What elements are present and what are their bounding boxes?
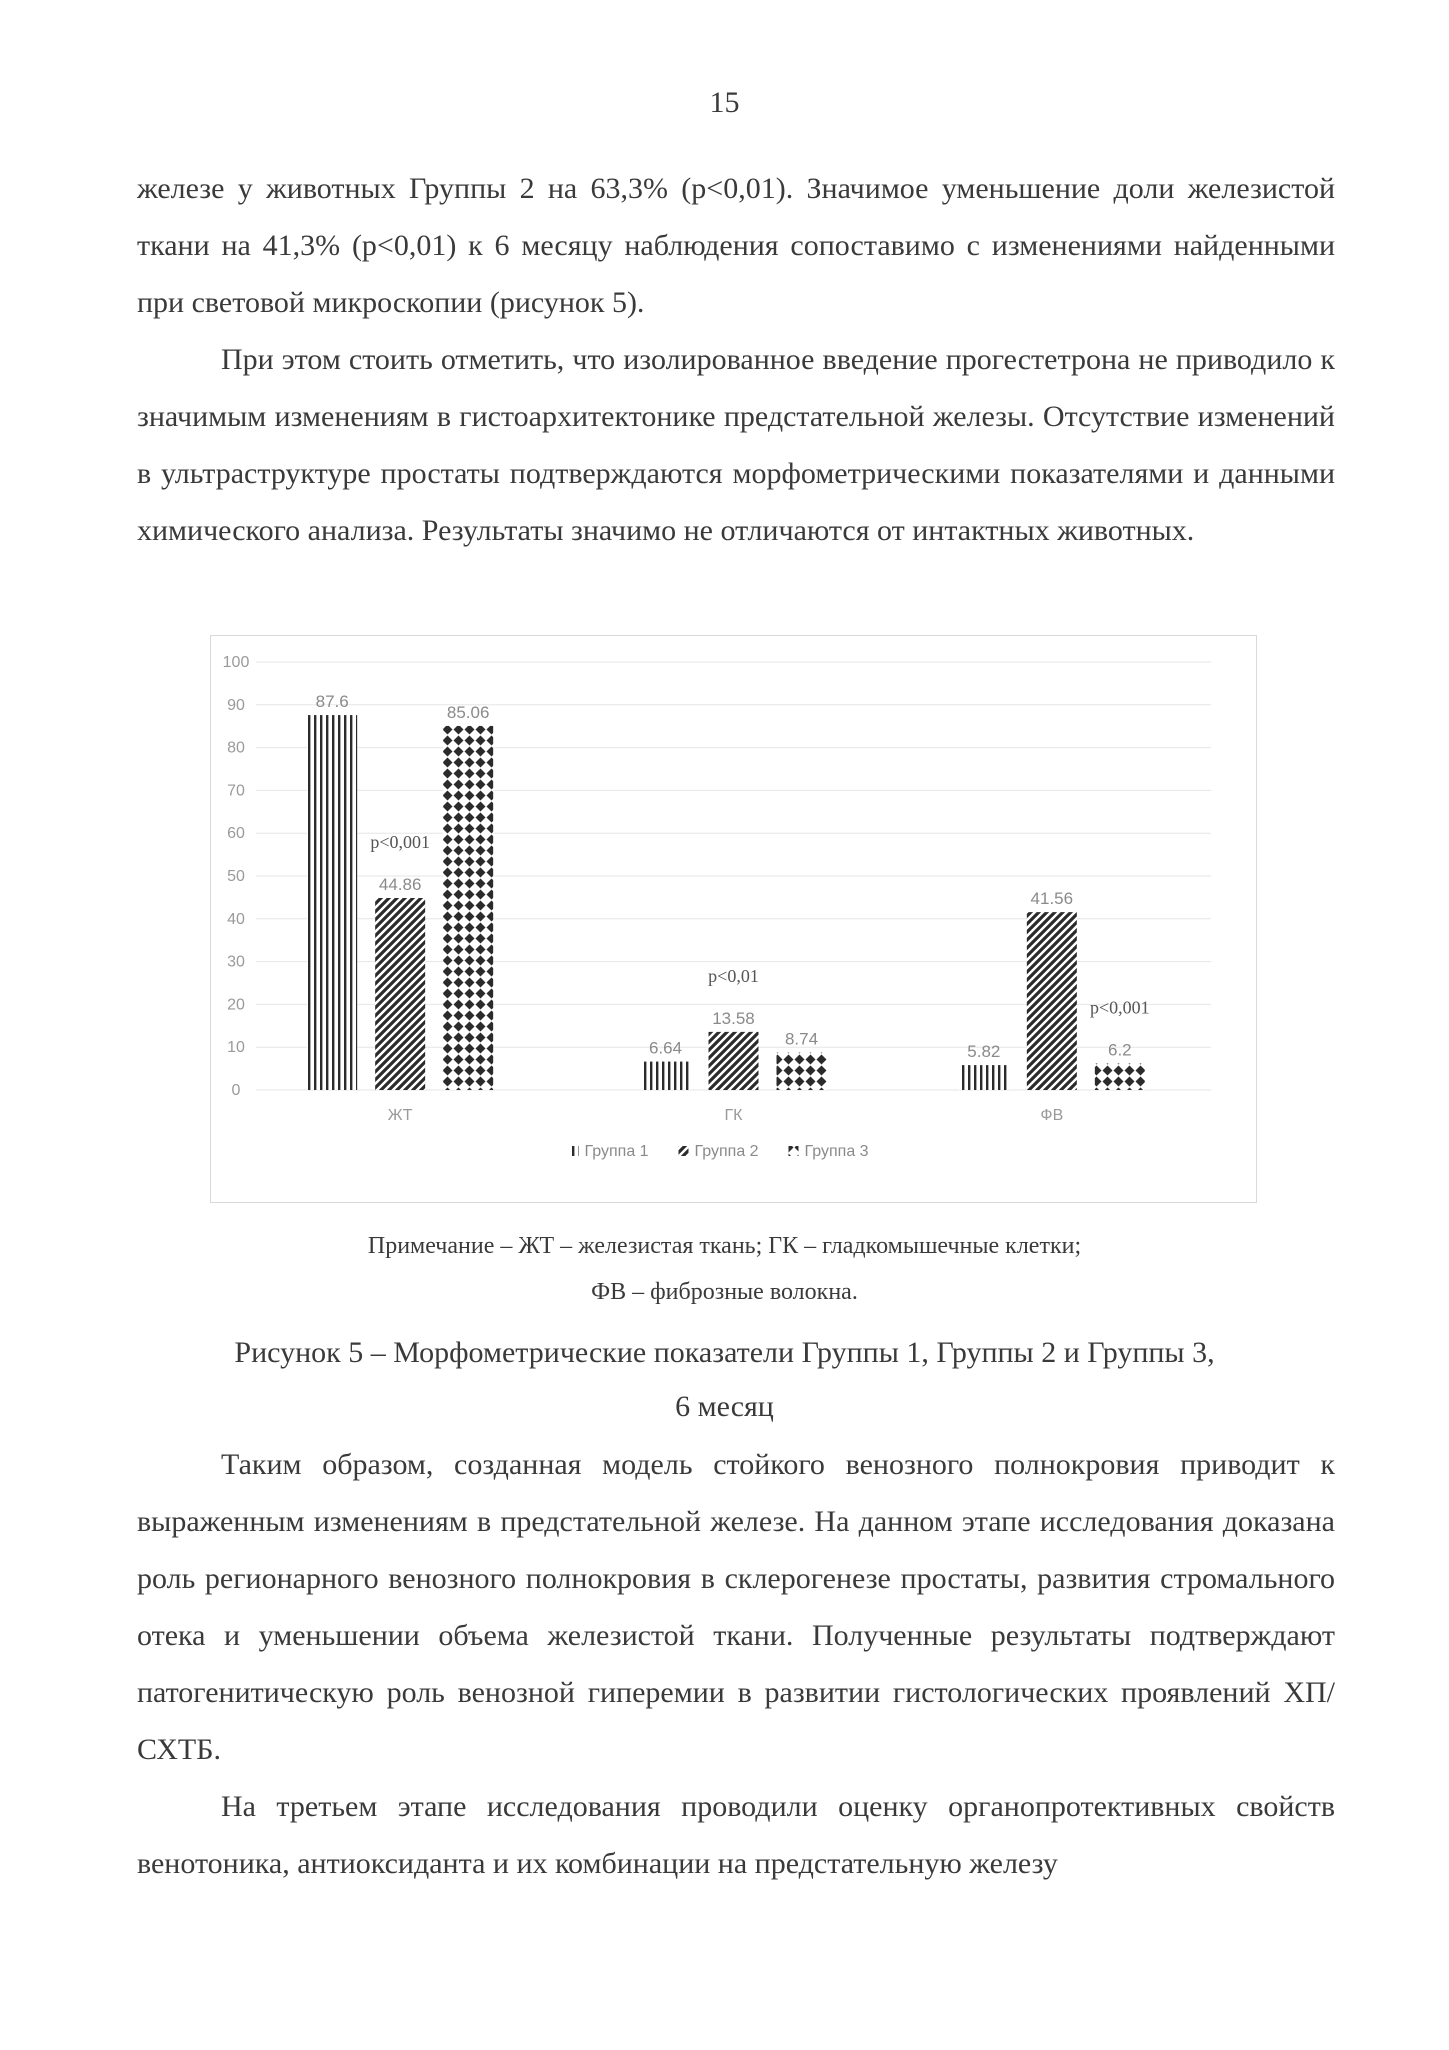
x-tick-label: ФВ	[1040, 1107, 1064, 1124]
legend-label: Группа 1	[584, 1143, 649, 1160]
legend-label: Группа 2	[694, 1143, 759, 1160]
data-label: 8.74	[784, 1029, 819, 1049]
paragraph-1: железе у животных Группы 2 на 63,3% (p<0,01). Значимое уменьшение доли железистой ткани на 41,3% (p<0,01) к 6 месяцу наблюдения сопоставимо с изменениями найденными при световой микроскопии (рисунок 5).	[137, 172, 1335, 319]
y-tick-label: 20	[227, 996, 245, 1014]
p-value-annotation: p<0,001	[1090, 997, 1150, 1018]
y-tick-label: 40	[227, 910, 245, 928]
y-tick-label: 50	[227, 868, 245, 885]
note-line-1: Примечание – ЖТ – железистая ткань; ГК – гладкомышечные клетки;	[367, 1233, 1082, 1259]
bar-3-2	[777, 1053, 827, 1090]
paragraph-2: При этом стоить отметить, что изолированное введение прогестетрона не приводило к значимым изменениям в гистоархитектонике предстательной железы. Отсутствие изменений в ультраструктуре простаты подтверждаются морфометрическими показателями и данными химического анализа. Результаты значимо не отличаются от интактных животных.	[137, 343, 1335, 547]
data-label: 5.82	[967, 1042, 1001, 1062]
chart-frame	[210, 635, 1257, 1203]
bar-2-2	[709, 1032, 759, 1090]
data-label: 44.86	[378, 874, 422, 894]
figure-caption-line-1: Рисунок 5 – Морфометрические показатели Группы 1, Группы 2 и Группы 3,	[234, 1336, 1215, 1369]
x-tick-label: ГК	[724, 1107, 743, 1124]
y-tick-label: 0	[231, 1082, 241, 1099]
legend-swatch	[679, 1146, 689, 1156]
y-tick-label: 10	[227, 1039, 245, 1057]
p-value-annotation: p<0,01	[708, 965, 759, 986]
bar-2-3	[1027, 912, 1077, 1090]
data-label: 41.56	[1030, 889, 1074, 909]
data-label: 6.2	[1108, 1040, 1132, 1060]
y-tick-label: 70	[227, 782, 245, 800]
figure-caption-line-2: 6 месяц	[675, 1390, 774, 1423]
y-tick-label: 30	[227, 953, 245, 971]
data-label: 87.6	[315, 692, 349, 712]
legend-swatch	[569, 1146, 579, 1156]
y-tick-label: 60	[227, 825, 245, 843]
y-tick-label: 80	[227, 739, 245, 757]
bar-3-1	[443, 726, 493, 1090]
legend-label: Группа 3	[804, 1143, 869, 1160]
y-tick-label: 100	[222, 654, 250, 671]
y-tick-label: 90	[227, 696, 245, 714]
note-line-2: ФВ – фиброзные волокна.	[591, 1279, 858, 1305]
p-value-annotation: p<0,001	[370, 831, 430, 852]
bar-1-1	[307, 715, 357, 1090]
data-label: 85.06	[446, 702, 490, 722]
bar-1-2	[641, 1062, 691, 1090]
data-label: 6.64	[648, 1038, 683, 1058]
data-label: 13.58	[712, 1008, 755, 1028]
bar-chart	[211, 636, 1256, 1202]
paragraph-3: Таким образом, созданная модель стойкого венозного полнокровия приводит к выраженным изменениям в предстательной железе. На данном этапе исследования доказана роль регионарного венозного полнокровия в склерогенезе простаты, развития стромального отека и уменьшении объема железистой ткани. Полученные результаты подтверждают патогенитическую роль венозной гиперемии в развитии гистологических проявлений ХП/СХТБ.	[137, 1448, 1335, 1766]
legend-swatch	[789, 1146, 799, 1156]
page-number: 15	[709, 86, 740, 119]
bar-2-1	[375, 898, 425, 1090]
bar-3-3	[1095, 1063, 1145, 1090]
bar-1-3	[959, 1065, 1009, 1090]
paragraph-4: На третьем этапе исследования проводили оценку органопротективных свойств венотоника, антиоксиданта и их комбинации на предстательную железу	[137, 1790, 1335, 1880]
x-tick-label: ЖТ	[387, 1107, 413, 1124]
